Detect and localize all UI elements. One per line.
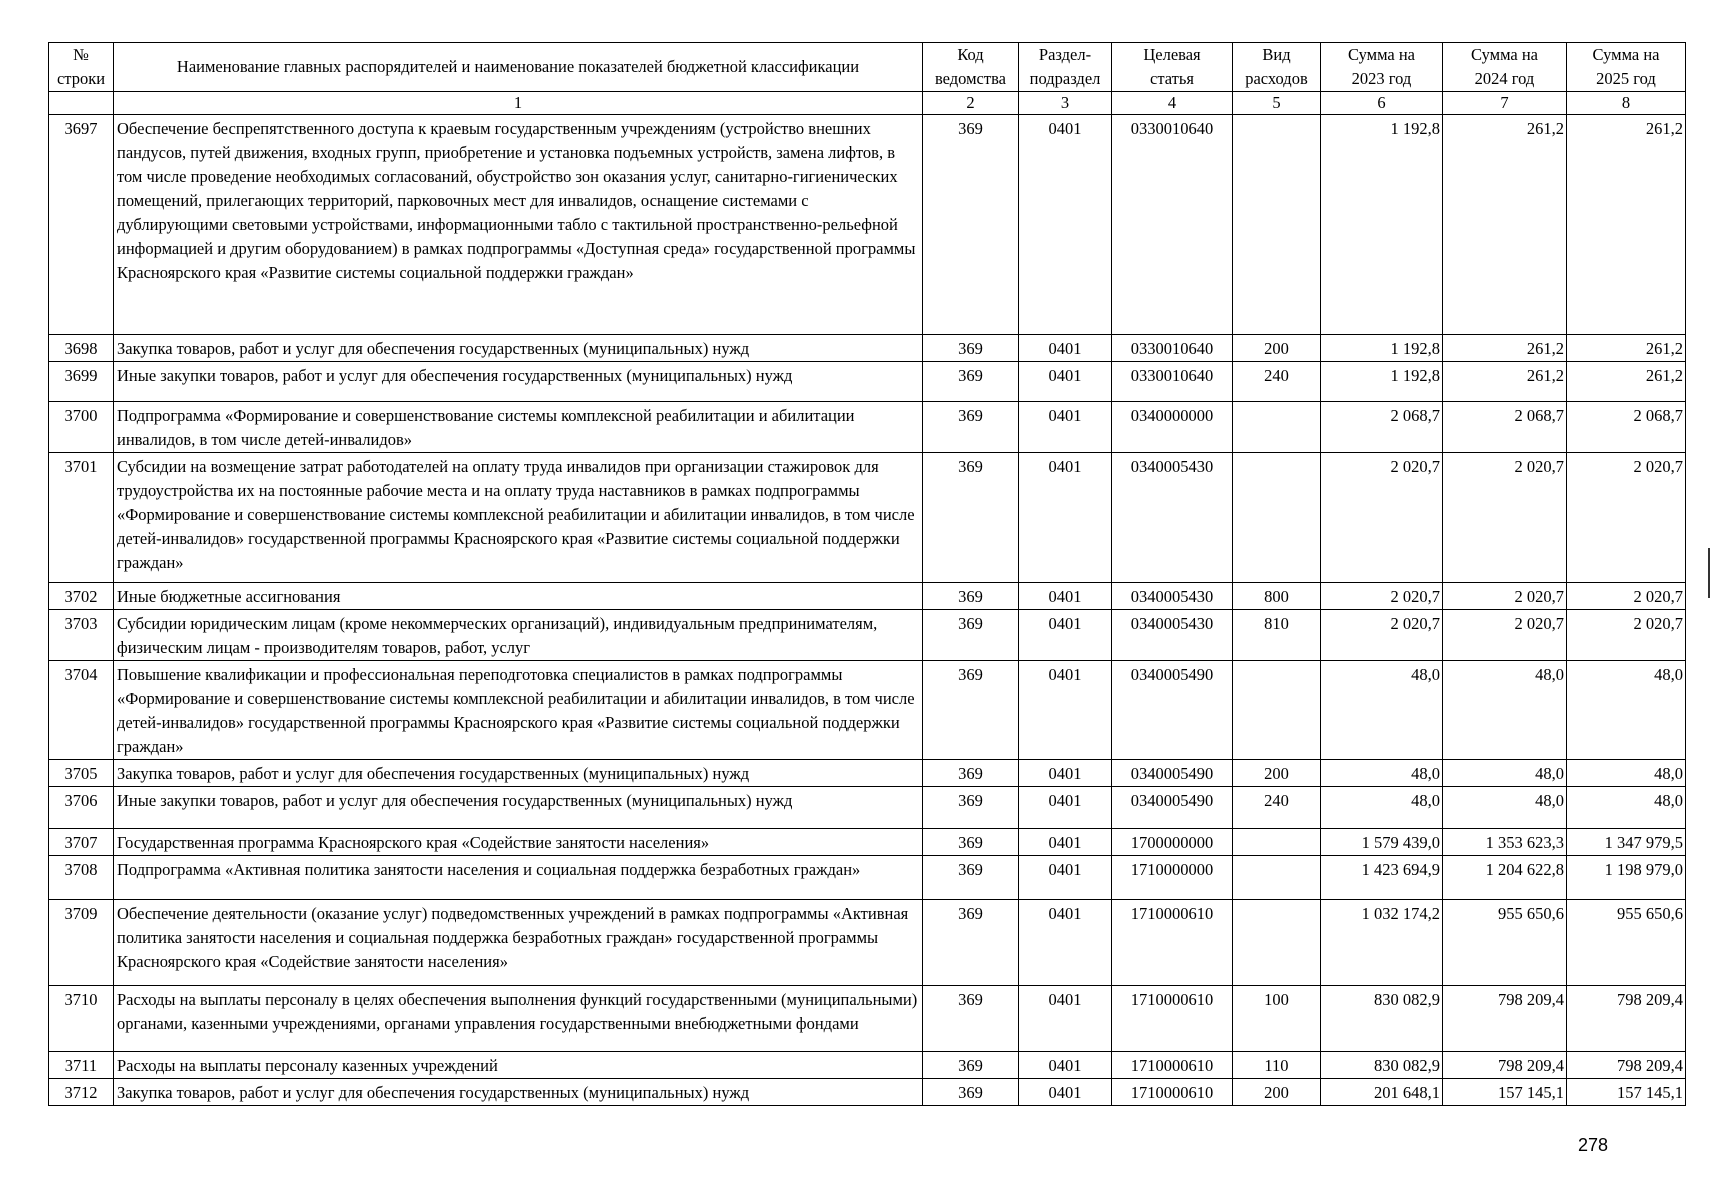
table-row [49,453,1686,583]
table-row [49,787,1686,829]
table-row [49,610,1686,661]
row-sum-2025: 798 209,4 [1567,986,1686,1052]
row-ved: 369 [923,610,1019,661]
table-row [49,856,1686,900]
budget-table-page [48,42,1685,1106]
row-razdel: 0401 [1019,986,1112,1052]
table-row [49,335,1686,362]
row-sum-2025: 2 020,7 [1567,453,1686,583]
table-row [49,402,1686,453]
row-name: Иные закупки товаров, работ и услуг для обеспечения государственных (муниципальных) нужд [114,787,923,829]
col-number-4: 4 [1112,92,1233,115]
col-header-vid: Вид расходов [1233,43,1321,92]
row-tsel: 1710000610 [1112,1052,1233,1079]
row-tsel: 0340005490 [1112,760,1233,787]
col-header-2023: Сумма на 2023 год [1321,43,1443,92]
row-sum-2024: 261,2 [1443,362,1567,402]
col-header-2025: Сумма на 2025 год [1567,43,1686,92]
row-name: Расходы на выплаты персоналу в целях обеспечения выполнения функций государственными (муниципальными) органами, казенными учреждениями, органами управления государственными внебюджетными фондами [114,986,923,1052]
row-name: Иные закупки товаров, работ и услуг для обеспечения государственных (муниципальных) нужд [114,362,923,402]
row-sum-2023: 2 068,7 [1321,402,1443,453]
table-row [49,115,1686,335]
row-sum-2024: 2 020,7 [1443,583,1567,610]
row-name: Подпрограмма «Формирование и совершенствование системы комплексной реабилитации и абилитации инвалидов, в том числе детей-инвалидов» [114,402,923,453]
table-row [49,829,1686,856]
row-razdel: 0401 [1019,787,1112,829]
table-row [49,900,1686,986]
row-sum-2025: 48,0 [1567,787,1686,829]
row-ved: 369 [923,362,1019,402]
row-razdel: 0401 [1019,583,1112,610]
row-sum-2024: 2 068,7 [1443,402,1567,453]
header-row [49,43,1686,92]
row-ved: 369 [923,1079,1019,1106]
row-sum-2023: 830 082,9 [1321,1052,1443,1079]
row-sum-2023: 2 020,7 [1321,583,1443,610]
row-sum-2025: 48,0 [1567,760,1686,787]
col-number-3: 3 [1019,92,1112,115]
row-number: 3710 [49,986,114,1052]
row-sum-2024: 157 145,1 [1443,1079,1567,1106]
col-number-1: 1 [114,92,923,115]
row-vid: 810 [1233,610,1321,661]
row-sum-2023: 1 579 439,0 [1321,829,1443,856]
row-ved: 369 [923,856,1019,900]
table-row [49,661,1686,760]
table-body [49,115,1686,1106]
row-razdel: 0401 [1019,610,1112,661]
row-vid: 240 [1233,787,1321,829]
row-tsel: 0340005490 [1112,787,1233,829]
row-razdel: 0401 [1019,1079,1112,1106]
row-name: Государственная программа Красноярского края «Содействие занятости населения» [114,829,923,856]
row-sum-2024: 798 209,4 [1443,986,1567,1052]
row-ved: 369 [923,829,1019,856]
row-sum-2024: 48,0 [1443,760,1567,787]
row-sum-2023: 1 032 174,2 [1321,900,1443,986]
row-vid: 240 [1233,362,1321,402]
row-ved: 369 [923,900,1019,986]
row-tsel: 0340005430 [1112,610,1233,661]
row-number: 3703 [49,610,114,661]
row-name: Закупка товаров, работ и услуг для обеспечения государственных (муниципальных) нужд [114,1079,923,1106]
table-row [49,760,1686,787]
row-sum-2025: 157 145,1 [1567,1079,1686,1106]
row-sum-2023: 1 423 694,9 [1321,856,1443,900]
table-row [49,362,1686,402]
row-tsel: 0340005490 [1112,661,1233,760]
col-number-7: 7 [1443,92,1567,115]
row-vid [1233,661,1321,760]
header-numbers-row [49,92,1686,115]
row-sum-2025: 2 068,7 [1567,402,1686,453]
row-sum-2023: 830 082,9 [1321,986,1443,1052]
row-vid: 200 [1233,760,1321,787]
row-number: 3702 [49,583,114,610]
col-number-empty [49,92,114,115]
budget-table [48,42,1686,1106]
row-name: Повышение квалификации и профессиональная переподготовка специалистов в рамках подпрограммы «Формирование и совершенствование системы комплексной реабилитации и абилитации инвалидов, в том числе детей-инвалидов» государственной программы Красноярского края «Развитие системы социальной поддержки граждан» [114,661,923,760]
row-number: 3705 [49,760,114,787]
row-razdel: 0401 [1019,760,1112,787]
row-ved: 369 [923,787,1019,829]
row-vid: 100 [1233,986,1321,1052]
row-ved: 369 [923,1052,1019,1079]
row-name: Закупка товаров, работ и услуг для обеспечения государственных (муниципальных) нужд [114,760,923,787]
row-sum-2025: 2 020,7 [1567,610,1686,661]
row-ved: 369 [923,583,1019,610]
row-number: 3697 [49,115,114,335]
row-vid: 110 [1233,1052,1321,1079]
row-vid: 200 [1233,335,1321,362]
row-sum-2024: 2 020,7 [1443,453,1567,583]
row-sum-2025: 2 020,7 [1567,583,1686,610]
row-sum-2024: 955 650,6 [1443,900,1567,986]
row-sum-2024: 48,0 [1443,787,1567,829]
row-ved: 369 [923,661,1019,760]
col-number-2: 2 [923,92,1019,115]
row-number: 3711 [49,1052,114,1079]
row-ved: 369 [923,402,1019,453]
row-razdel: 0401 [1019,856,1112,900]
row-number: 3699 [49,362,114,402]
row-sum-2023: 48,0 [1321,787,1443,829]
row-sum-2025: 261,2 [1567,362,1686,402]
row-number: 3706 [49,787,114,829]
row-vid [1233,829,1321,856]
row-vid [1233,115,1321,335]
row-sum-2023: 1 192,8 [1321,362,1443,402]
row-sum-2025: 261,2 [1567,335,1686,362]
row-razdel: 0401 [1019,829,1112,856]
row-sum-2024: 2 020,7 [1443,610,1567,661]
row-tsel: 1710000610 [1112,900,1233,986]
table-row [49,1052,1686,1079]
row-tsel: 1710000000 [1112,856,1233,900]
row-number: 3704 [49,661,114,760]
table-row [49,583,1686,610]
row-razdel: 0401 [1019,115,1112,335]
row-sum-2023: 48,0 [1321,760,1443,787]
row-razdel: 0401 [1019,900,1112,986]
row-sum-2025: 48,0 [1567,661,1686,760]
col-header-2024: Сумма на 2024 год [1443,43,1567,92]
row-name: Иные бюджетные ассигнования [114,583,923,610]
row-name: Субсидии юридическим лицам (кроме некоммерческих организаций), индивидуальным предпринимателям, физическим лицам - производителям товаров, работ, услуг [114,610,923,661]
row-tsel: 0330010640 [1112,335,1233,362]
row-sum-2024: 261,2 [1443,335,1567,362]
row-number: 3707 [49,829,114,856]
row-number: 3700 [49,402,114,453]
row-sum-2023: 48,0 [1321,661,1443,760]
row-name: Закупка товаров, работ и услуг для обеспечения государственных (муниципальных) нужд [114,335,923,362]
row-number: 3698 [49,335,114,362]
row-sum-2023: 1 192,8 [1321,115,1443,335]
row-name: Обеспечение деятельности (оказание услуг) подведомственных учреждений в рамках подпрограммы «Активная политика занятости населения и социальная поддержка безработных граждан» государственной программы Красноярского края «Содействие занятости населения» [114,900,923,986]
row-sum-2023: 2 020,7 [1321,610,1443,661]
row-vid: 800 [1233,583,1321,610]
row-sum-2025: 798 209,4 [1567,1052,1686,1079]
row-razdel: 0401 [1019,362,1112,402]
row-ved: 369 [923,335,1019,362]
row-vid [1233,453,1321,583]
row-tsel: 1710000610 [1112,1079,1233,1106]
row-vid [1233,402,1321,453]
row-tsel: 1710000610 [1112,986,1233,1052]
row-tsel: 0330010640 [1112,362,1233,402]
row-ved: 369 [923,986,1019,1052]
col-header-tsel: Целевая статья [1112,43,1233,92]
row-sum-2025: 1 198 979,0 [1567,856,1686,900]
row-razdel: 0401 [1019,1052,1112,1079]
row-sum-2023: 201 648,1 [1321,1079,1443,1106]
row-number: 3708 [49,856,114,900]
row-number: 3709 [49,900,114,986]
row-number: 3701 [49,453,114,583]
row-sum-2023: 2 020,7 [1321,453,1443,583]
row-sum-2023: 1 192,8 [1321,335,1443,362]
row-sum-2024: 1 353 623,3 [1443,829,1567,856]
row-sum-2025: 261,2 [1567,115,1686,335]
row-razdel: 0401 [1019,453,1112,583]
row-ved: 369 [923,760,1019,787]
row-vid: 200 [1233,1079,1321,1106]
row-razdel: 0401 [1019,661,1112,760]
row-sum-2025: 955 650,6 [1567,900,1686,986]
row-sum-2024: 798 209,4 [1443,1052,1567,1079]
col-header-num: № строки [49,43,114,92]
row-tsel: 1700000000 [1112,829,1233,856]
row-number: 3712 [49,1079,114,1106]
col-header-name: Наименование главных распорядителей и наименование показателей бюджетной классификации [114,43,923,92]
col-number-8: 8 [1567,92,1686,115]
row-vid [1233,856,1321,900]
row-tsel: 0330010640 [1112,115,1233,335]
row-razdel: 0401 [1019,402,1112,453]
row-sum-2024: 48,0 [1443,661,1567,760]
table-row [49,986,1686,1052]
row-tsel: 0340005430 [1112,453,1233,583]
col-header-razdel: Раздел-подраздел [1019,43,1112,92]
scan-edge-mark [1708,548,1710,598]
row-name: Субсидии на возмещение затрат работодателей на оплату труда инвалидов при организации стажировок для трудоустройства их на постоянные рабочие места и на оплату труда наставников в рамках подпрограммы «Формирование и совершенствование системы комплексной реабилитации и абилитации инвалидов, в том числе детей-инвалидов» государственной программы Красноярского края «Развитие системы социальной поддержки граждан» [114,453,923,583]
col-header-ved: Код ведомства [923,43,1019,92]
row-name: Подпрограмма «Активная политика занятости населения и социальная поддержка безработных граждан» [114,856,923,900]
row-sum-2025: 1 347 979,5 [1567,829,1686,856]
row-razdel: 0401 [1019,335,1112,362]
row-tsel: 0340005430 [1112,583,1233,610]
row-ved: 369 [923,453,1019,583]
page-number: 278 [1578,1135,1609,1155]
row-name: Обеспечение беспрепятственного доступа к краевым государственным учреждениям (устройство внешних пандусов, путей движения, входных групп, приобретение и установка подъемных устройств, замена лифтов, в том числе проведение необходимых согласований, обустройство зон оказания услуг, санитарно-гигиенических помещений, прилегающих территорий, парковочных мест для инвалидов, оснащение системами с дублирующими световыми устройствами, информационными табло с тактильной пространственно-рельефной информацией и другим оборудованием) в рамках подпрограммы «Доступная среда» государственной программы Красноярского края «Развитие системы социальной поддержки граждан» [114,115,923,335]
row-tsel: 0340000000 [1112,402,1233,453]
row-name: Расходы на выплаты персоналу казенных учреждений [114,1052,923,1079]
table-row [49,1079,1686,1106]
row-ved: 369 [923,115,1019,335]
col-number-6: 6 [1321,92,1443,115]
row-sum-2024: 261,2 [1443,115,1567,335]
col-number-5: 5 [1233,92,1321,115]
row-vid [1233,900,1321,986]
row-sum-2024: 1 204 622,8 [1443,856,1567,900]
